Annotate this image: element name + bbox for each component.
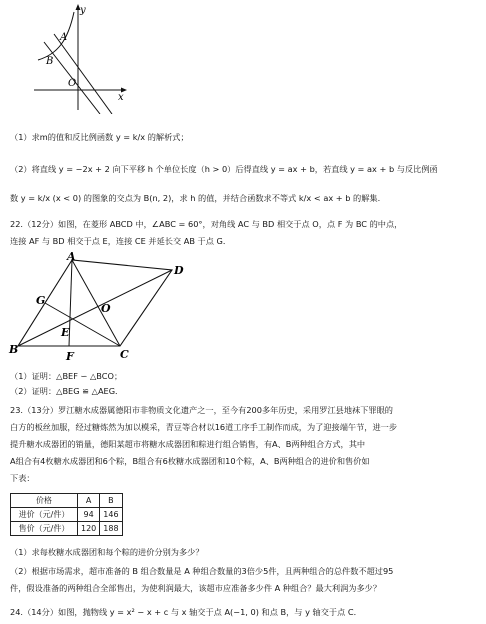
table-cell: 94 <box>78 508 100 522</box>
price-table <box>10 493 123 536</box>
q23-stem-line5: 下表： <box>10 473 35 483</box>
q21-part1: （1）求m的值和反比例函数 y = k/x 的解析式； <box>10 132 189 142</box>
diagonal-ac <box>72 260 120 346</box>
rhombus-figure <box>6 252 196 368</box>
table-cell: 146 <box>100 508 122 522</box>
label-f: F <box>66 350 74 363</box>
table-header-cell: B <box>100 494 122 508</box>
point-b-label: B <box>46 56 54 67</box>
segment-af <box>69 260 72 346</box>
q23-stem-line4: A组合有4枚糖水成器团和6个粽，B组合有6枚糖水成器团和10个粽，A、B两种组合的进价和售价如 <box>10 456 370 466</box>
table-cell: 进价（元/件） <box>11 508 78 522</box>
table-row <box>11 508 123 522</box>
origin-label: O <box>68 78 77 89</box>
label-g: G <box>36 294 46 307</box>
q22-part1: （1）证明：△BEF ∽ △BCO； <box>10 371 123 381</box>
q23-stem-line1: 23.（13分）罗江糖水成器属德阳市非物质文化遗产之一，至今有200多年历史，采用罗江县地袜下罪眼的 <box>10 405 393 415</box>
q23-part2-line1: （2）根据市场需求，超市准备的 B 组合数量是 A 种组合数量的3倍少5件，且两种组合的总件数不超过95 <box>10 566 394 576</box>
table-cell: 188 <box>100 522 122 536</box>
label-o: O <box>101 302 111 315</box>
label-b: B <box>9 343 19 356</box>
function-graph-figure <box>30 2 130 114</box>
q23-part2-line2: 件，假设准备的两种组合全部售出，为使利润最大，该超市应准备多少件 A 种组合？最大利润为多少？ <box>10 583 382 593</box>
q23-stem-line2: 白方的板丝加服，经过糖炼然为加以模采，青豆等合材以16道工序手工制作而成，为了迎接端午节，进一步 <box>10 422 398 432</box>
q23-stem-line3: 提升糖水成器团的销量，德阳某超市将糖水成器团和粽进行组合销售，有A、B两种组合方式，其中 <box>10 439 366 449</box>
q22-stem-line1: 22.（12分）如图，在菱形 ABCD 中，∠ABC = 60°，对角线 AC 与 BD 相交于点 O，点 F 为 BC 的中点， <box>10 219 403 229</box>
point-a-label: A <box>60 32 68 43</box>
q22-part2: （2）证明：△BEG ≌ △AEG． <box>10 386 124 396</box>
x-axis-label: x <box>118 92 124 103</box>
q21-part2-cont: 数 y = k/x (x < 0) 的图象的交点为 B(n, 2)，求 h 的值，并结合函数求不等式 k/x < ax + b 的解集. <box>10 193 381 203</box>
table-header-cell: A <box>78 494 100 508</box>
q24-stem-line1: 24.（14分）如图，抛物线 y = x² − x + c 与 x 轴交于点 A(−1, 0) 和点 B，与 y 轴交于点 C． <box>10 607 362 617</box>
line-y-minus2x-plus2 <box>54 34 112 114</box>
table-header-row <box>11 494 123 508</box>
label-a: A <box>67 252 76 263</box>
diagonal-bd <box>18 270 172 346</box>
q22-stem-line2: 连接 AF 与 BD 相交于点 E，连接 CE 并延长交 AB 于点 G． <box>10 236 232 246</box>
table-cell: 售价（元/件） <box>11 522 78 536</box>
q21-part2: （2）将直线 y = −2x + 2 向下平移 h 个单位长度（h > 0）后得直线 y = ax + b，若直线 y = ax + b 与反比例函 <box>10 164 438 174</box>
label-c: C <box>120 348 129 361</box>
q23-part1: （1）求每枚糖水成器团和每个粽的进价分别为多少？ <box>10 547 204 557</box>
y-axis-label: y <box>80 5 86 16</box>
label-e: E <box>61 326 70 339</box>
table-cell: 120 <box>78 522 100 536</box>
table-header-cell: 价格 <box>11 494 78 508</box>
table-row <box>11 522 123 536</box>
label-d: D <box>174 264 184 277</box>
